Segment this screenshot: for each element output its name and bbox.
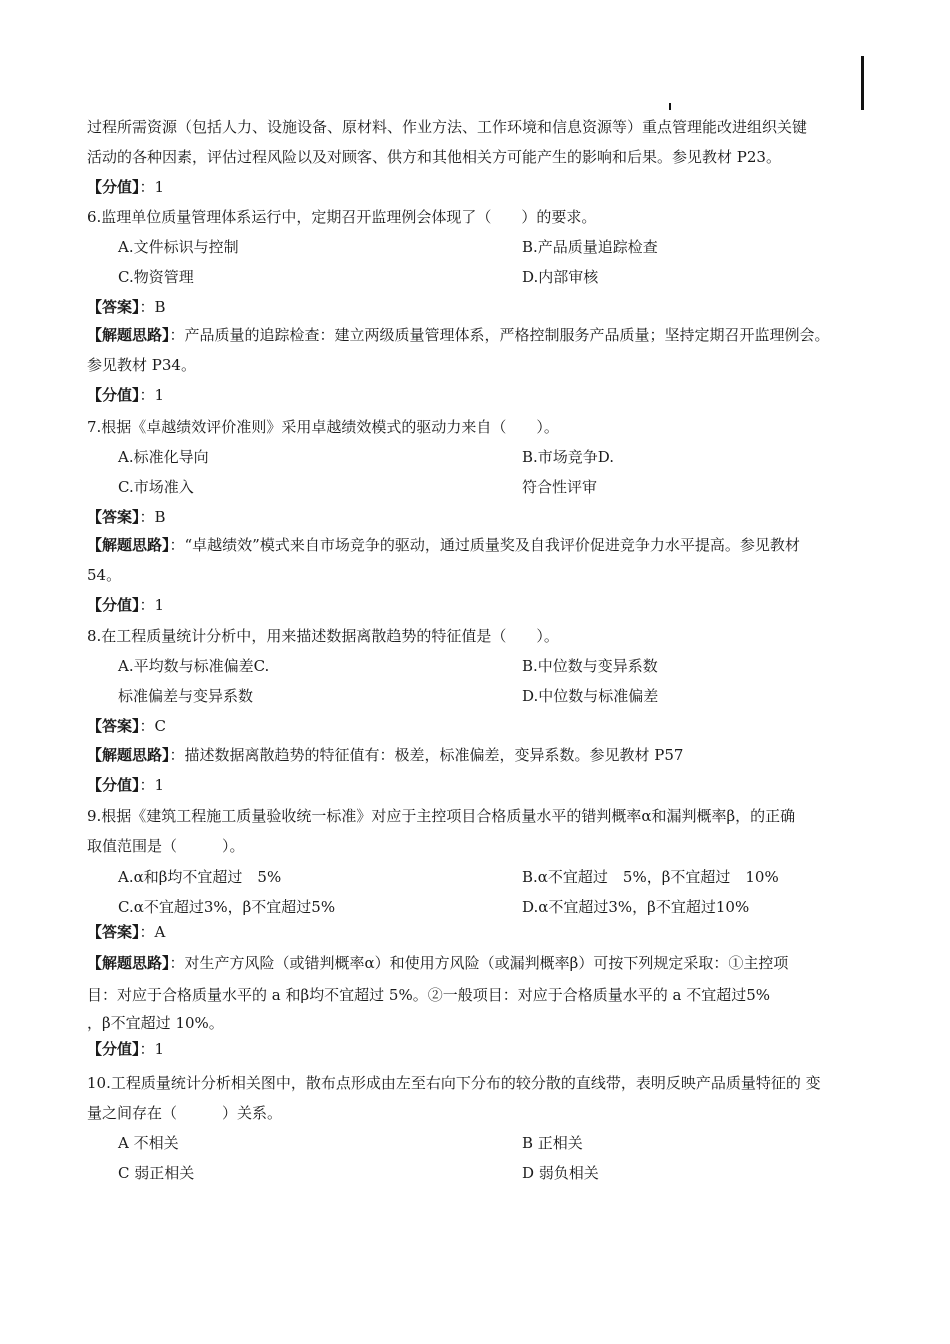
- q8-stem: 8.在工程质量统计分析中，用来描述数据离散趋势的特征值是（ ）。: [87, 627, 559, 645]
- margin-bar: [861, 56, 864, 110]
- q9-analysis-2: 目：对应于合格质量水平的 a 和β均不宜超过 5%。②一般项目：对应于合格质量水平的 a 不宜超过5%: [87, 986, 770, 1004]
- analysis-text: ：对生产方风险（或错判概率α）和使用方风险（或漏判概率β）可按下列规定采取：①主控项: [169, 954, 789, 972]
- q8-option-c: 标准偏差与变异系数: [118, 687, 254, 705]
- q9-stem-2: 取值范围是（ ）。: [87, 837, 245, 855]
- score-value: ：1: [139, 178, 165, 196]
- q6-answer: [87, 297, 166, 317]
- q7-option-c: C.市场准入: [118, 478, 194, 496]
- score-label: 【分值】: [87, 178, 140, 196]
- score-value: ：1: [139, 596, 165, 614]
- q8-score: [87, 775, 164, 795]
- q9-answer: [87, 922, 165, 942]
- score-label: 【分值】: [87, 596, 140, 614]
- q6-option-c: C.物资管理: [118, 268, 194, 286]
- q10-option-d: D 弱负相关: [522, 1164, 599, 1182]
- score-label: 【分值】: [87, 386, 140, 404]
- q8-option-d: D.中位数与标准偏差: [522, 687, 659, 705]
- q6-score: [87, 385, 164, 405]
- answer-value: ：A: [139, 923, 166, 941]
- q7-option-d: 符合性评审: [522, 478, 598, 496]
- intro-line-1: 过程所需资源（包括人力、设施设备、原材料、作业方法、工作环境和信息资源等）重点管理能改进组织关键: [87, 118, 808, 136]
- q8-analysis-1: [87, 745, 683, 765]
- answer-label: 【答案】: [87, 717, 140, 735]
- q7-answer: [87, 507, 166, 527]
- q6-option-b: B.产品质量追踪检查: [522, 238, 658, 256]
- q9-analysis-3: ，β不宜超过 10%。: [87, 1014, 224, 1032]
- q6-stem: 6.监理单位质量管理体系运行中，定期召开监理例会体现了（ ）的要求。: [87, 208, 597, 226]
- analysis-text: ：产品质量的追踪检查：建立两级质量管理体系，严格控制服务产品质量；坚持定期召开监理例会。: [169, 326, 830, 344]
- q9-score: [87, 1039, 164, 1059]
- intro-line-2: 活动的各种因素，评估过程风险以及对顾客、供方和其他相关方可能产生的影响和后果。参见教材 P23。: [87, 148, 781, 166]
- score-value: ：1: [139, 776, 165, 794]
- q8-option-b: B.中位数与变异系数: [522, 657, 658, 675]
- score-label: 【分值】: [87, 1040, 140, 1058]
- q9-option-d: D.α不宜超过3%，β不宜超过10%: [522, 898, 750, 916]
- q9-stem-1: 9.根据《建筑工程施工质量验收统一标准》对应于主控项目合格质量水平的错判概率α和漏判概率β，的正确: [87, 807, 796, 825]
- margin-tick: [669, 103, 671, 110]
- analysis-label: 【解题思路】: [87, 954, 170, 972]
- q6-option-d: D.内部审核: [522, 268, 599, 286]
- q10-option-c: C 弱正相关: [118, 1164, 195, 1182]
- q10-option-b: B 正相关: [522, 1134, 583, 1152]
- q6-analysis-2: 参见教材 P34。: [87, 356, 196, 374]
- q9-option-a: A.α和β均不宜超过 5%: [118, 868, 282, 886]
- q8-option-a: A.平均数与标准偏差C.: [118, 657, 270, 675]
- analysis-label: 【解题思路】: [87, 746, 170, 764]
- score-value: ：1: [139, 1040, 165, 1058]
- q7-option-a: A.标准化导向: [118, 448, 209, 466]
- q9-analysis-1: [87, 953, 788, 973]
- intro-score: [87, 177, 164, 197]
- answer-label: 【答案】: [87, 508, 140, 526]
- q10-stem-2: 量之间存在（ ）关系。: [87, 1104, 283, 1122]
- score-value: ：1: [139, 386, 165, 404]
- q9-option-b: B.α不宜超过 5%，β不宜超过 10%: [522, 868, 779, 886]
- q10-stem-1: 10.工程质量统计分析相关图中，散布点形成由左至右向下分布的较分散的直线带，表明反映产品质量特征的 变: [87, 1074, 821, 1092]
- q8-answer: [87, 716, 166, 736]
- q7-stem: 7.根据《卓越绩效评价准则》采用卓越绩效模式的驱动力来自（ ）。: [87, 418, 559, 436]
- answer-value: ：C: [139, 717, 166, 735]
- analysis-label: 【解题思路】: [87, 536, 170, 554]
- q7-analysis-2: 54。: [87, 566, 122, 584]
- q7-score: [87, 595, 164, 615]
- q6-analysis-1: [87, 325, 830, 345]
- answer-label: 【答案】: [87, 923, 140, 941]
- analysis-text: ：描述数据离散趋势的特征值有：极差，标准偏差，变异系数。参见教材 P57: [169, 746, 684, 764]
- q9-option-c: C.α不宜超过3%，β不宜超过5%: [118, 898, 336, 916]
- answer-label: 【答案】: [87, 298, 140, 316]
- answer-value: ：B: [139, 508, 166, 526]
- q7-option-b: B.市场竞争D.: [522, 448, 615, 466]
- answer-value: ：B: [139, 298, 166, 316]
- q6-option-a: A.文件标识与控制: [118, 238, 239, 256]
- analysis-text: ：“卓越绩效”模式来自市场竞争的驱动，通过质量奖及自我评价促进竞争力水平提高。参见教材: [169, 536, 800, 554]
- q10-option-a: A 不相关: [118, 1134, 179, 1152]
- q7-analysis-1: [87, 535, 800, 555]
- analysis-label: 【解题思路】: [87, 326, 170, 344]
- score-label: 【分值】: [87, 776, 140, 794]
